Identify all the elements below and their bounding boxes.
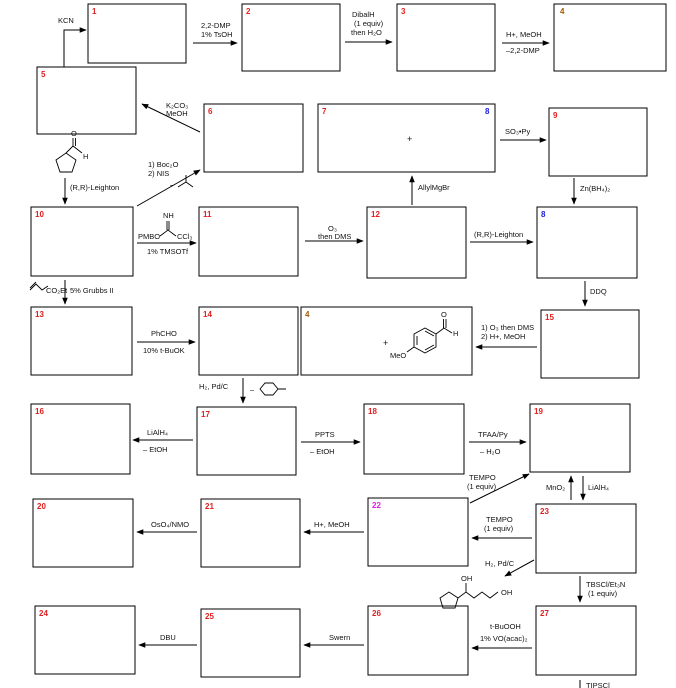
compound-box-12 [367,207,466,278]
reagent-boc2o: 1) Boc₂O [148,160,179,169]
reagent-dibal: DibalH [352,10,375,19]
compound-number-22: 22 [372,501,381,510]
reagent-tempo-1-equiv: (1 equiv) [467,482,497,491]
compound-number-20: 20 [37,502,46,511]
compound-number-7: 7 [322,107,327,116]
reagent-minus-dmp: –2,2-DMP [506,46,540,55]
compound-box-17 [197,407,296,475]
step-9-to-8 [574,178,610,204]
methoxy-label: MeO [390,351,407,360]
compound-box-11 [199,207,298,276]
compound-box-21 [201,499,300,567]
reagent-tempo-1: TEMPO [469,473,496,482]
step-25-to-24 [139,633,197,645]
reagent-mno2: MnO₂ [546,483,566,492]
reagent-pmbo: PMBO [138,232,161,241]
reagent-lialh4-1: LiAlH₄ [147,428,168,437]
compound-number-26: 26 [372,609,381,618]
step-10-to-6 [137,160,200,206]
compound-box-19 [530,404,630,472]
reagent-tbscl-equiv: (1 equiv) [588,589,618,598]
step-17-to-18 [301,430,360,456]
compound-number-21: 21 [205,502,214,511]
step-23-to-22 [472,515,532,538]
step-2-to-3 [345,10,392,42]
compound-number-9: 9 [553,111,558,120]
step-10-to-13 [30,280,114,304]
toluene-structure [260,383,286,395]
step-kcn [58,16,86,67]
step-11-to-12 [305,224,363,241]
compound-box-16 [31,404,130,474]
compound-box-24 [35,606,135,674]
reagent-tbuooh: t-BuOOH [490,622,521,631]
compound-number-3: 3 [401,7,406,16]
step-7-to-9 [500,127,546,140]
reagent-znbh4: Zn(BH₄)₂ [580,184,611,193]
step-17-to-16 [133,428,193,454]
hydroxyl-2: OH [501,588,513,597]
step-19-23-pair [546,476,609,500]
reagent-tbuok: 10% t-BuOK [143,346,185,355]
compound-number-2: 2 [246,7,251,16]
reagent-minus-h2o: – H₂O [480,447,501,456]
compound-box-13 [31,307,132,375]
reagent-dibal-then: then H₂O [351,28,382,37]
reagent-dibal-equiv: (1 equiv) [354,19,384,28]
step-14-to-17 [199,378,286,403]
step-aldehyde-to-10 [65,178,119,204]
step-22-to-21 [304,520,364,532]
reagent-minus-etoh-2: – EtOH [310,447,335,456]
compound-box-5 [37,67,136,134]
compound-number-23: 23 [540,507,549,516]
reagent-tbscl: TBSCl/Et₃N [586,580,626,589]
compound-number-5: 5 [41,70,46,79]
reagent-leighton-2: (R,R)-Leighton [474,230,524,239]
compound-number-6: 6 [208,107,213,116]
imidate-structure [160,221,176,236]
step-3-to-4 [502,30,549,55]
compound-number-4-lower: 4 [305,310,310,319]
compound-box-6 [204,104,303,172]
compound-number-24: 24 [39,609,48,618]
reagent-co2et: CO₂Et [46,286,68,295]
step-8-to-15 [585,281,607,306]
diol-structure [440,574,512,608]
compound-box-3 [397,4,495,71]
plus-sign: + [407,134,413,144]
anisaldehyde-hydrogen: H [453,329,459,338]
reagent-h2-pdc-2: H₂, Pd/C [485,559,515,568]
compound-box-7 [318,104,495,172]
compound-number-18: 18 [368,407,377,416]
compound-number-15: 15 [545,313,554,322]
compound-number-14: 14 [203,310,212,319]
reagent-oso4-nmo: OsO₄/NMO [151,520,190,529]
reagent-meoh: MeOH [166,109,188,118]
compound-box-23 [536,504,636,573]
compound-number-8-top: 8 [485,107,490,116]
reagent-tsoh: 1% TsOH [201,30,233,39]
cyclopentane-aldehyde-structure [56,129,88,172]
step-26-to-25 [304,633,364,645]
compound-number-11: 11 [203,210,212,219]
compound-box-25 [201,609,300,677]
aldehyde-oxygen: O [71,129,77,138]
reagent-lialh4-2: LiAlH₄ [588,483,609,492]
compound-box-20 [33,499,133,567]
hydroxyl-1: OH [461,574,473,583]
step-21-to-20 [137,520,197,532]
step-13-to-14 [137,329,195,355]
step-12-to-7 [412,176,450,205]
compound-number-17: 17 [201,410,210,419]
compound-box-27 [536,606,636,675]
reagent-nh: NH [163,211,174,220]
reagent-h-meoh-2: 2) H+, MeOH [481,332,526,341]
reagent-vo-acac: 1% VO(acac)₂ [480,634,528,643]
compound-box-15 [541,310,639,378]
reagent-dmp: 2,2-DMP [201,21,231,30]
reagent-minus-isobutene: – [170,180,175,189]
compound-box-26 [368,606,468,675]
reagent-ccl3: CCl₃ [177,232,193,241]
compound-box-8 [537,207,637,278]
step-1-to-2 [193,21,237,43]
reagent-minus-toluene: – [250,385,255,394]
reagent-swern: Swern [329,633,351,642]
compound-box-18 [364,404,464,474]
compound-number-1: 1 [92,7,97,16]
step-6-to-5 [142,101,200,132]
reagent-so3py: SO₃•Py [505,127,531,136]
compound-number-4: 4 [560,7,565,16]
reagent-ddq: DDQ [590,287,607,296]
compound-number-19: 19 [534,407,543,416]
compound-box-14 [199,307,298,375]
step-27-to-26 [472,622,532,648]
reagent-leighton-1: (R,R)-Leighton [70,183,120,192]
reagent-tempo-2-equiv: (1 equiv) [484,524,514,533]
compound-number-13: 13 [35,310,44,319]
reagent-allylmgbr: AllylMgBr [418,183,450,192]
step-18-to-19 [469,430,526,456]
compound-box-2 [242,4,340,71]
reagent-tfaa-py: TFAA/Py [478,430,508,439]
reagent-nis: 2) NIS [148,169,170,178]
compound-number-27: 27 [540,609,549,618]
reagent-dbu: DBU [160,633,176,642]
compound-box-10 [31,207,133,276]
step-27-down [580,680,610,688]
compound-box-22 [368,498,468,566]
step-23-to-27 [580,576,625,602]
step-15-to-4 [476,323,537,347]
reagent-tipscl: TIPSCl [586,681,610,688]
step-h2-to-diol [485,559,534,576]
reagent-k2co3: K₂CO₃ [166,101,189,110]
compound-number-8: 8 [541,210,546,219]
reagent-h-meoh: H+, MeOH [506,30,542,39]
step-22-to-19 [467,473,529,503]
step-10-to-11 [137,211,196,256]
reagent-tmsotf: 1% TMSOTf [147,247,189,256]
reagent-o3: O₃ [328,224,337,233]
compound-box-1 [88,4,186,63]
compound-box-4 [554,4,666,71]
reagent-phcho: PhCHO [151,329,177,338]
compound-number-10: 10 [35,210,44,219]
anisaldehyde-oxygen: O [441,310,447,319]
compound-number-25: 25 [205,612,214,621]
reagent-kcn: KCN [58,16,74,25]
reagent-h-meoh-3: H+, MeOH [314,520,350,529]
aldehyde-hydrogen: H [83,152,89,161]
compound-number-12: 12 [371,210,380,219]
reagent-o3-dms: 1) O₃ then DMS [481,323,535,332]
compound-box-9 [549,108,647,176]
reagent-h2-pdc: H₂, Pd/C [199,382,229,391]
reagent-ppts: PPTS [315,430,335,439]
plus-sign-lower: + [383,338,389,348]
reagent-grubbs: 5% Grubbs II [70,286,114,295]
step-12-to-8 [470,230,533,242]
reagent-then-dms: then DMS [318,232,352,241]
reagent-tempo-2: TEMPO [486,515,513,524]
reagent-minus-etoh-1: – EtOH [143,445,168,454]
compound-number-16: 16 [35,407,44,416]
